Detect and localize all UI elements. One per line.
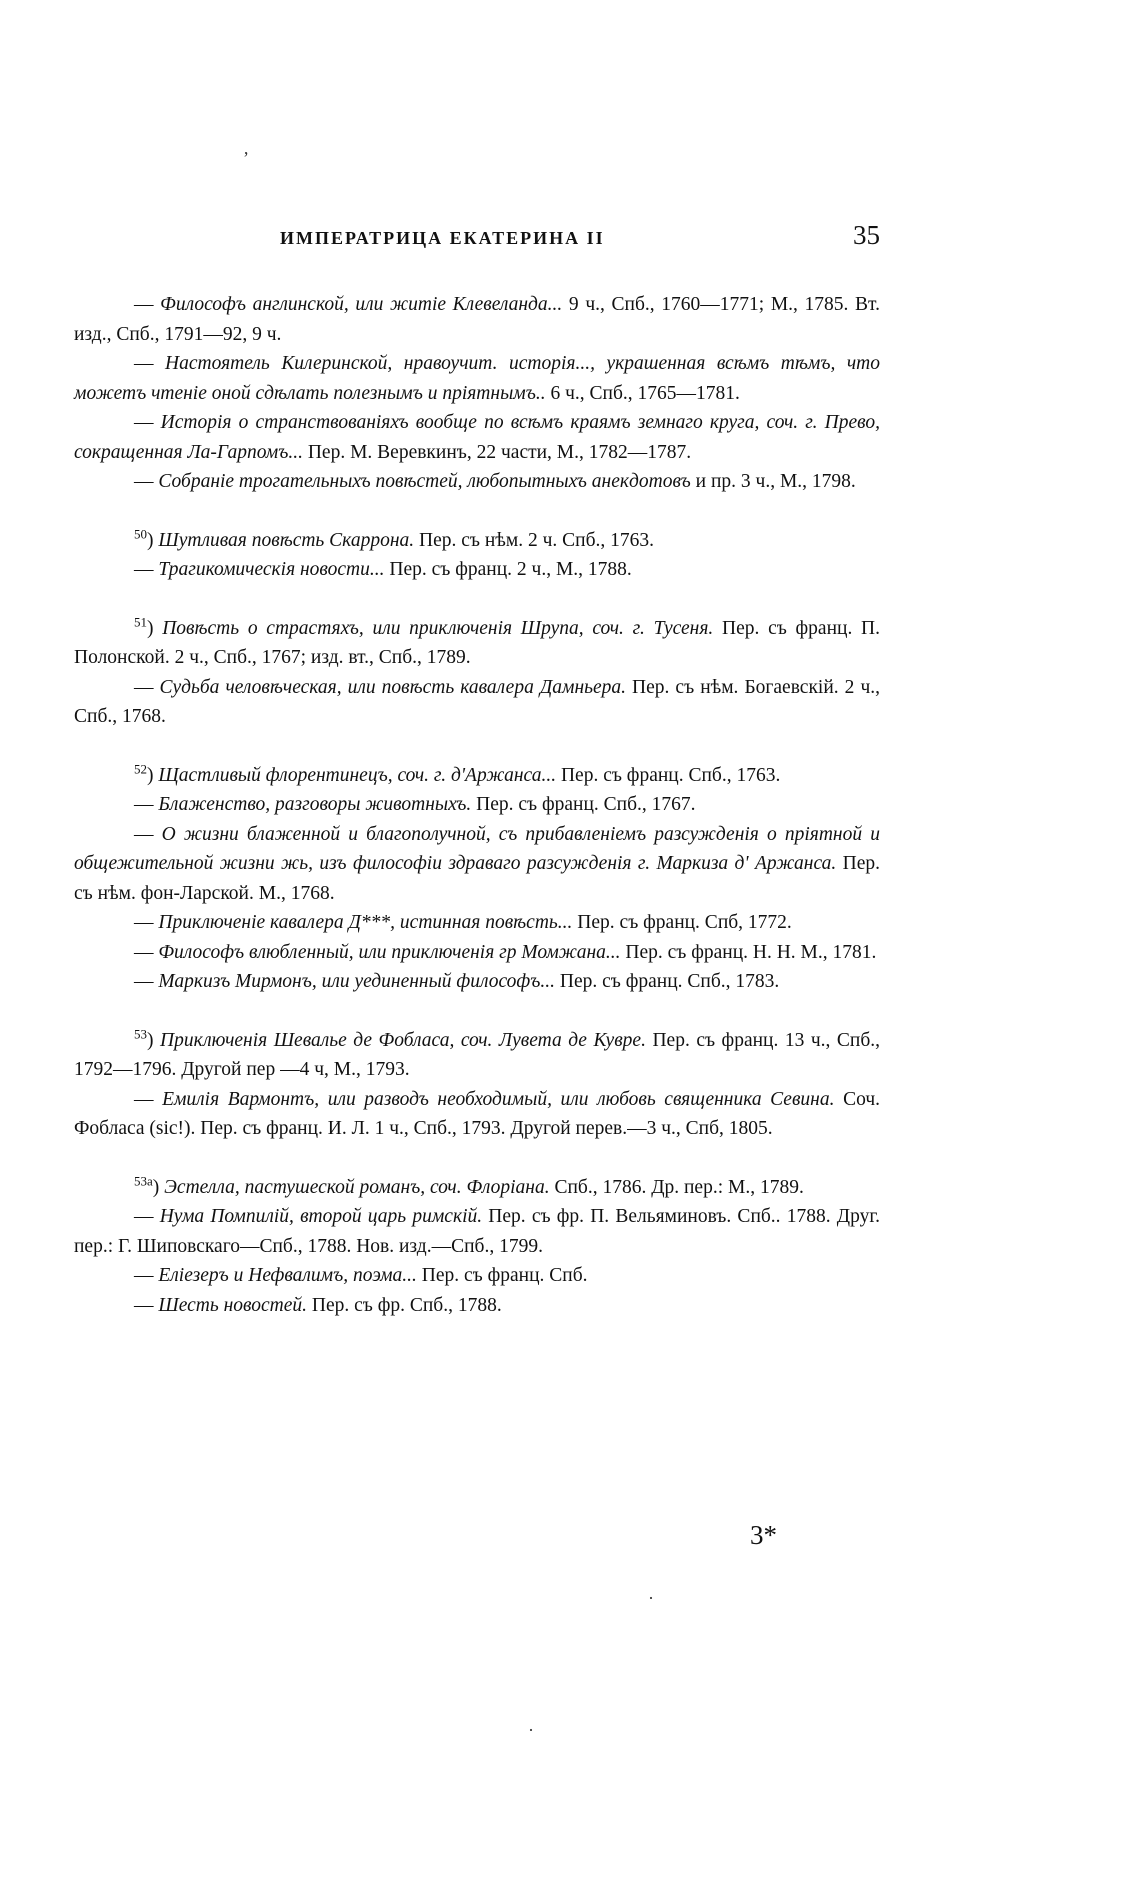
publication-details: Пер. М. Веревкинъ, 22 части, М., 1782—1787.	[302, 441, 692, 463]
work-title: Собраніе трогательныхъ повѣстей, любопытныхъ анекдотовъ	[158, 471, 691, 492]
publication-details: 9 ч., Спб., 1760—1771; М., 1785. Вт. изд., Спб., 1791—92, 9 ч.	[74, 294, 880, 345]
publication-details: Пер. съ франц. Спб, 1772.	[572, 912, 792, 933]
publication-details: Пер. съ франц. Спб., 1767.	[471, 794, 696, 815]
publication-details: Пер. съ фр. П. Вельяминовъ. Спб.. 1788. Друг. пер.: Г. Шиповскаго—Спб., 1788. Нов. изд.—Спб., 1799.	[74, 1206, 881, 1257]
entry-dash: —	[134, 912, 159, 933]
bibliography-entry	[74, 761, 880, 791]
work-title: Философъ англинской, или житіе Клевеланда...	[160, 294, 563, 315]
bibliography-entry	[74, 673, 880, 732]
publication-details: Спб., 1786. Др. пер.: М., 1789.	[549, 1176, 804, 1198]
publication-details: и пр. 3 ч., М., 1798.	[690, 471, 856, 492]
work-title: Приключеніе кавалера Д***, истинная повѣсть...	[158, 912, 573, 933]
bibliography-entry	[74, 1173, 880, 1203]
work-title: Емилія Вармонтъ, или разводъ необходимый, или любовь священника Севина.	[162, 1088, 835, 1110]
bibliography-body	[74, 290, 880, 1320]
bibliography-entry	[74, 1261, 880, 1291]
bibliography-entry	[74, 614, 880, 673]
footnote-number: 52	[134, 761, 147, 776]
publication-details: Пер. съ нѣм. фон-Ларской. М., 1768.	[74, 853, 880, 904]
publication-details: Соч. Фобласа (sic!). Пер. съ франц. И. Л. 1 ч., Спб., 1793. Другой перев.—3 ч., Спб, 1805.	[74, 1088, 880, 1139]
publication-details: Пер. съ франц. П. Полонской. 2 ч., Спб., 1767; изд. вт., Спб., 1789.	[74, 617, 880, 668]
publication-details: Пер. съ нѣм. 2 ч. Спб., 1763.	[414, 529, 655, 551]
print-speck: ·	[648, 1588, 654, 1608]
work-title: Шесть новостей.	[158, 1294, 307, 1316]
publication-details: Пер. съ франц. Спб., 1763.	[556, 764, 781, 786]
entry-dash: —	[134, 971, 159, 992]
page-number: 35	[853, 220, 880, 250]
footnote-paren: )	[147, 1029, 160, 1051]
entry-dash: —	[134, 559, 159, 580]
running-header	[270, 220, 880, 260]
bibliography-entry	[74, 1202, 880, 1261]
work-title: Трагикомическія новости...	[158, 559, 385, 580]
work-title: Нума Помпилій, второй царь римскій.	[159, 1206, 483, 1227]
work-title: Повѣсть о страстяхъ, или приключенія Шрупа, соч. г. Тусеня.	[162, 617, 714, 639]
bibliography-entry	[74, 1026, 880, 1085]
entry-dash: —	[134, 794, 159, 815]
publication-details: Пер. съ нѣм. Богаевскій. 2 ч., Спб., 1768.	[74, 676, 881, 727]
publication-details: Пер. съ франц. Спб.	[416, 1265, 588, 1286]
bibliography-entry	[74, 820, 880, 909]
footnote-paren: )	[147, 764, 159, 786]
work-title: Маркизъ Мирмонъ, или уединенный философъ...	[158, 971, 555, 992]
entry-dash: —	[134, 1206, 160, 1227]
work-title: Исторія о странствованіяхъ вообще по всѣмъ краямъ земнаго круга, соч. г. Прево, сокращенная Ла-Гарпомъ...	[74, 412, 880, 463]
signature-mark: 3*	[750, 1520, 777, 1550]
print-speck: ·	[528, 1720, 534, 1740]
publication-details: Пер. съ фр. Спб., 1788.	[307, 1294, 502, 1316]
footnote-paren: )	[152, 1176, 165, 1198]
footnote-number: 51	[134, 614, 147, 629]
work-title: Приключенія Шевалье де Фобласа, соч. Лувета де Кувре.	[160, 1029, 646, 1051]
entry-dash: —	[134, 353, 166, 374]
bibliography-entry	[74, 467, 880, 497]
work-title: Шутливая повѣсть Скаррона.	[158, 529, 415, 551]
entry-dash: —	[134, 1265, 159, 1286]
bibliography-entry	[74, 790, 880, 820]
bibliography-entry	[74, 290, 880, 349]
print-speck: ’	[243, 148, 249, 168]
bibliography-entry	[74, 555, 880, 585]
bibliography-entry	[74, 938, 880, 968]
bibliography-entry	[74, 1291, 880, 1321]
work-title: Философъ влюбленный, или приключенія гр Момжана...	[158, 941, 621, 963]
footnote-number: 53a	[134, 1173, 153, 1188]
bibliography-entry	[74, 1085, 880, 1144]
footnote-paren: )	[147, 617, 163, 639]
entry-dash: —	[134, 412, 161, 433]
work-title: Судьба человѣческая, или повѣсть кавалера Дамньера.	[159, 676, 627, 698]
footnote-number: 50	[134, 526, 147, 541]
bibliography-entry	[74, 908, 880, 938]
entry-dash: —	[134, 1294, 159, 1316]
bibliography-entry	[74, 349, 880, 408]
work-title: Елiезеръ и Нефвалимъ, поэма...	[158, 1265, 417, 1286]
entry-dash: —	[134, 823, 162, 845]
work-title: Настоятель Килеринской, нравоучит. исторія..., украшенная всѣмъ тѣмъ, что можетъ чтеніе оной сдѣлать полезнымъ и пріятнымъ..	[74, 353, 880, 404]
entry-dash: —	[134, 471, 159, 492]
entry-dash: —	[134, 676, 160, 698]
work-title: О жизни блаженной и благополучной, съ прибавленіемъ разсужденія о пріятной и общежительной жизни жь, изъ философіи здраваго разсужденія г. Маркиза д' Аржанса.	[74, 823, 880, 874]
publication-details: 6 ч., Спб., 1765—1781.	[545, 382, 740, 404]
publication-details: Пер. съ франц. Н. Н. М., 1781.	[620, 941, 877, 963]
running-title: ИМПЕРАТРИЦА ЕКАТЕРИНА II	[280, 228, 605, 248]
work-title: Блаженство, разговоры животныхъ.	[158, 794, 472, 815]
entry-dash: —	[134, 1088, 163, 1110]
footnote-paren: )	[147, 529, 159, 551]
publication-details: Пер. съ франц. Спб., 1783.	[555, 971, 780, 992]
bibliography-entry	[74, 967, 880, 997]
work-title: Щастливый флорентинецъ, соч. г. д'Аржанса...	[158, 764, 557, 786]
publication-details: Пер. съ франц. 2 ч., М., 1788.	[384, 559, 632, 580]
bibliography-entry	[74, 408, 880, 467]
work-title: Эстелла, пастушеской романъ, соч. Флоріана.	[164, 1176, 550, 1198]
publication-details: Пер. съ франц. 13 ч., Спб., 1792—1796. Другой пер —4 ч, М., 1793.	[74, 1029, 881, 1080]
footnote-number: 53	[134, 1026, 147, 1041]
entry-dash: —	[134, 294, 161, 315]
bibliography-entry	[74, 526, 880, 556]
entry-dash: —	[134, 941, 159, 963]
